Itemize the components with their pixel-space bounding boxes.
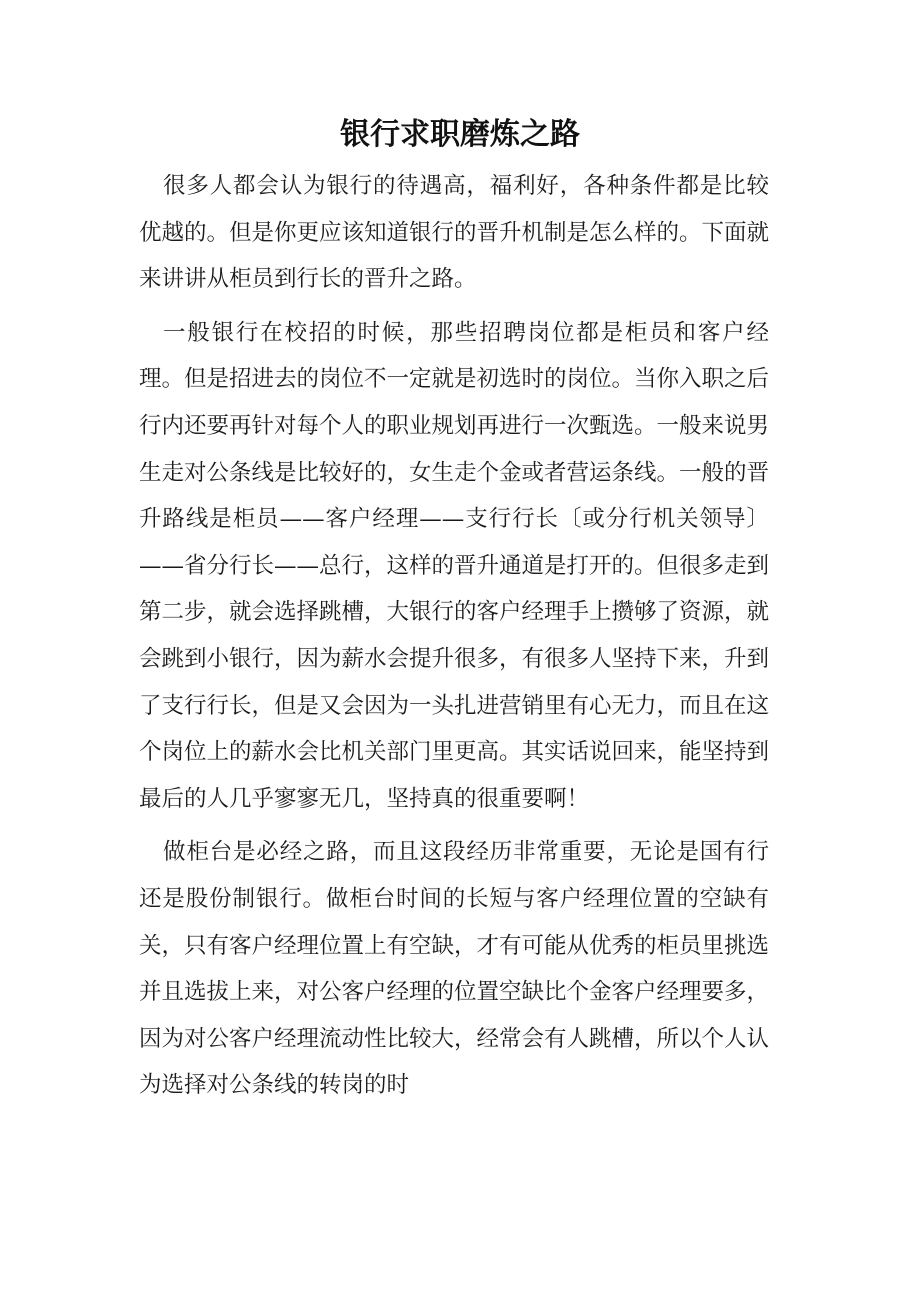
- article-body: [139, 163, 769, 1116]
- paragraph-2: 一般银行在校招的时候，那些招聘岗位都是柜员和客户经理。但是招进去的岗位不一定就是初选时的岗位。当你入职之后行内还要再针对每个人的职业规划再进行一次甄选。一般来说男生走对公条线是比较好的，女生走个金或者营运条线。一般的晋升路线是柜员——客户经理——支行行长〔或分行机关领导〕——省分行长——总行，这样的晋升通道是打开的。但很多走到第二步，就会选择跳槽，大银行的客户经理手上攒够了资源，就会跳到小银行，因为薪水会提升很多，有很多人坚持下来，升到了支行行长，但是又会因为一头扎进营销里有心无力，而且在这个岗位上的薪水会比机关部门里更高。其实话说回来，能坚持到最后的人几乎寥寥无几，坚持真的很重要啊！: [139, 319, 770, 812]
- paragraph-1: 很多人都会认为银行的待遇高，福利好，各种条件都是比较优越的。但是你更应该知道银行的晋升机制是怎么样的。下面就来讲讲从柜员到行长的晋升之路。: [139, 173, 770, 293]
- paragraph-3: 做柜台是必经之路，而且这段经历非常重要，无论是国有行还是股份制银行。做柜台时间的长短与客户经理位置的空缺有关，只有客户经理位置上有空缺，才有可能从优秀的柜员里挑选并且选拔上来，对公客户经理的位置空缺比个金客户经理要多，因为对公客户经理流动性比较大，经常会有人跳槽，所以个人认为选择对公条线的转岗的时: [139, 839, 770, 1099]
- page-title: 银行求职磨炼之路: [340, 117, 580, 152]
